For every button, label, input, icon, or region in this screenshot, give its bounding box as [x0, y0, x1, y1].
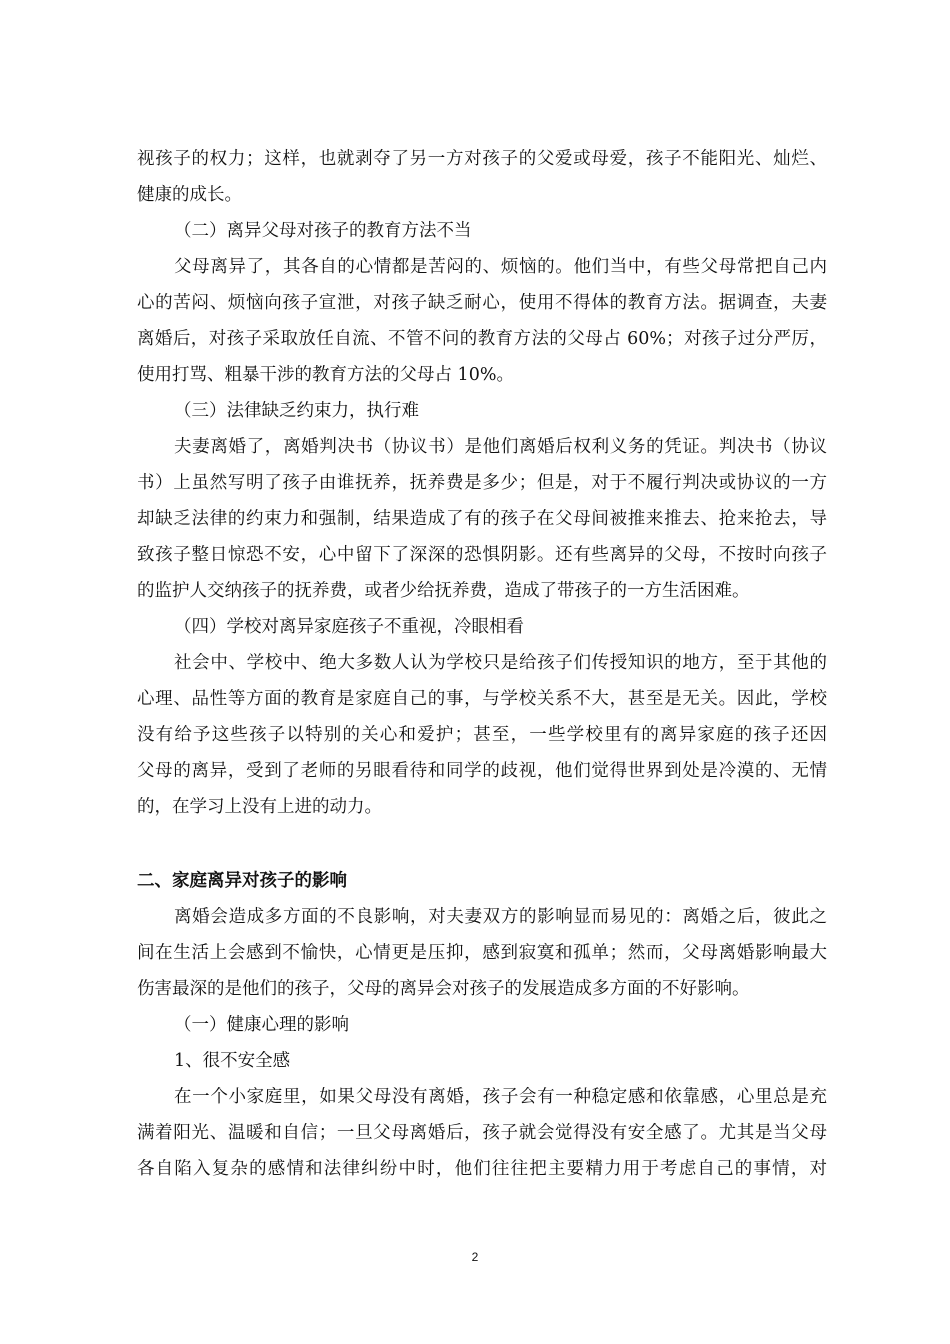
section-subheading: （一）健康心理的影响	[174, 1015, 349, 1035]
text-line: 社会中、学校中、绝大多数人认为学校只是给孩子们传授知识的地方，至于其他的	[174, 653, 827, 673]
text-line: 的，在学习上没有上进的动力。	[137, 797, 382, 817]
text-line: 夫妻离婚了，离婚判决书（协议书）是他们离婚后权利义务的凭证。判决书（协议	[174, 437, 827, 457]
section-heading: 二、家庭离异对孩子的影响	[137, 871, 347, 891]
text-line: 父母的离异，受到了老师的另眼看待和同学的歧视，他们觉得世界到处是冷漠的、无情	[137, 761, 827, 781]
text-line: 离婚后，对孩子采取放任自流、不管不问的教育方法的父母占 60%；对孩子过分严厉，	[137, 329, 827, 349]
text-line: 离婚会造成多方面的不良影响，对夫妻双方的影响显而易见的：离婚之后，彼此之	[174, 907, 827, 927]
text-line: 父母离异了，其各自的心情都是苦闷的、烦恼的。他们当中，有些父母常把自己内	[174, 257, 827, 277]
page-number: 2	[471, 1250, 479, 1264]
text-line: 满着阳光、温暖和自信；一旦父母离婚后，孩子就会觉得没有安全感了。尤其是当父母	[137, 1123, 827, 1143]
text-line: 心理、品性等方面的教育是家庭自己的事，与学校关系不大，甚至是无关。因此，学校	[137, 689, 827, 709]
text-line: 书）上虽然写明了孩子由谁抚养，抚养费是多少；但是，对于不履行判决或协议的一方	[137, 473, 827, 493]
section-subheading: （二）离异父母对孩子的教育方法不当	[174, 221, 472, 241]
text-line: 使用打骂、粗暴干涉的教育方法的父母占 10%。	[137, 365, 514, 385]
section-subheading: （四）学校对离异家庭孩子不重视，冷眼相看	[174, 617, 524, 637]
numbered-subheading: 1、很不安全感	[174, 1051, 291, 1071]
text-line: 健康的成长。	[137, 185, 242, 205]
text-line: 没有给予这些孩子以特别的关心和爱护；甚至，一些学校里有的离异家庭的孩子还因	[137, 725, 827, 745]
text-line: 视孩子的权力；这样，也就剥夺了另一方对孩子的父爱或母爱，孩子不能阳光、灿烂、	[137, 149, 827, 169]
text-line: 致孩子整日惊恐不安，心中留下了深深的恐惧阴影。还有些离异的父母，不按时向孩子	[137, 545, 827, 565]
text-line: 各自陷入复杂的感情和法律纠纷中时，他们往往把主要精力用于考虑自己的事情，对	[137, 1159, 827, 1179]
text-line: 却缺乏法律的约束力和强制，结果造成了有的孩子在父母间被推来推去、抢来抢去，导	[137, 509, 827, 529]
section-subheading: （三）法律缺乏约束力，执行难	[174, 401, 419, 421]
text-line: 的监护人交纳孩子的抚养费，或者少给抚养费，造成了带孩子的一方生活困难。	[137, 581, 750, 601]
text-line: 伤害最深的是他们的孩子，父母的离异会对孩子的发展造成多方面的不好影响。	[137, 979, 750, 999]
text-line: 心的苦闷、烦恼向孩子宣泄，对孩子缺乏耐心，使用不得体的教育方法。据调查，夫妻	[137, 293, 827, 313]
text-line: 间在生活上会感到不愉快，心情更是压抑，感到寂寞和孤单；然而，父母离婚影响最大	[137, 943, 827, 963]
text-line: 在一个小家庭里，如果父母没有离婚，孩子会有一种稳定感和依靠感，心里总是充	[174, 1087, 827, 1107]
